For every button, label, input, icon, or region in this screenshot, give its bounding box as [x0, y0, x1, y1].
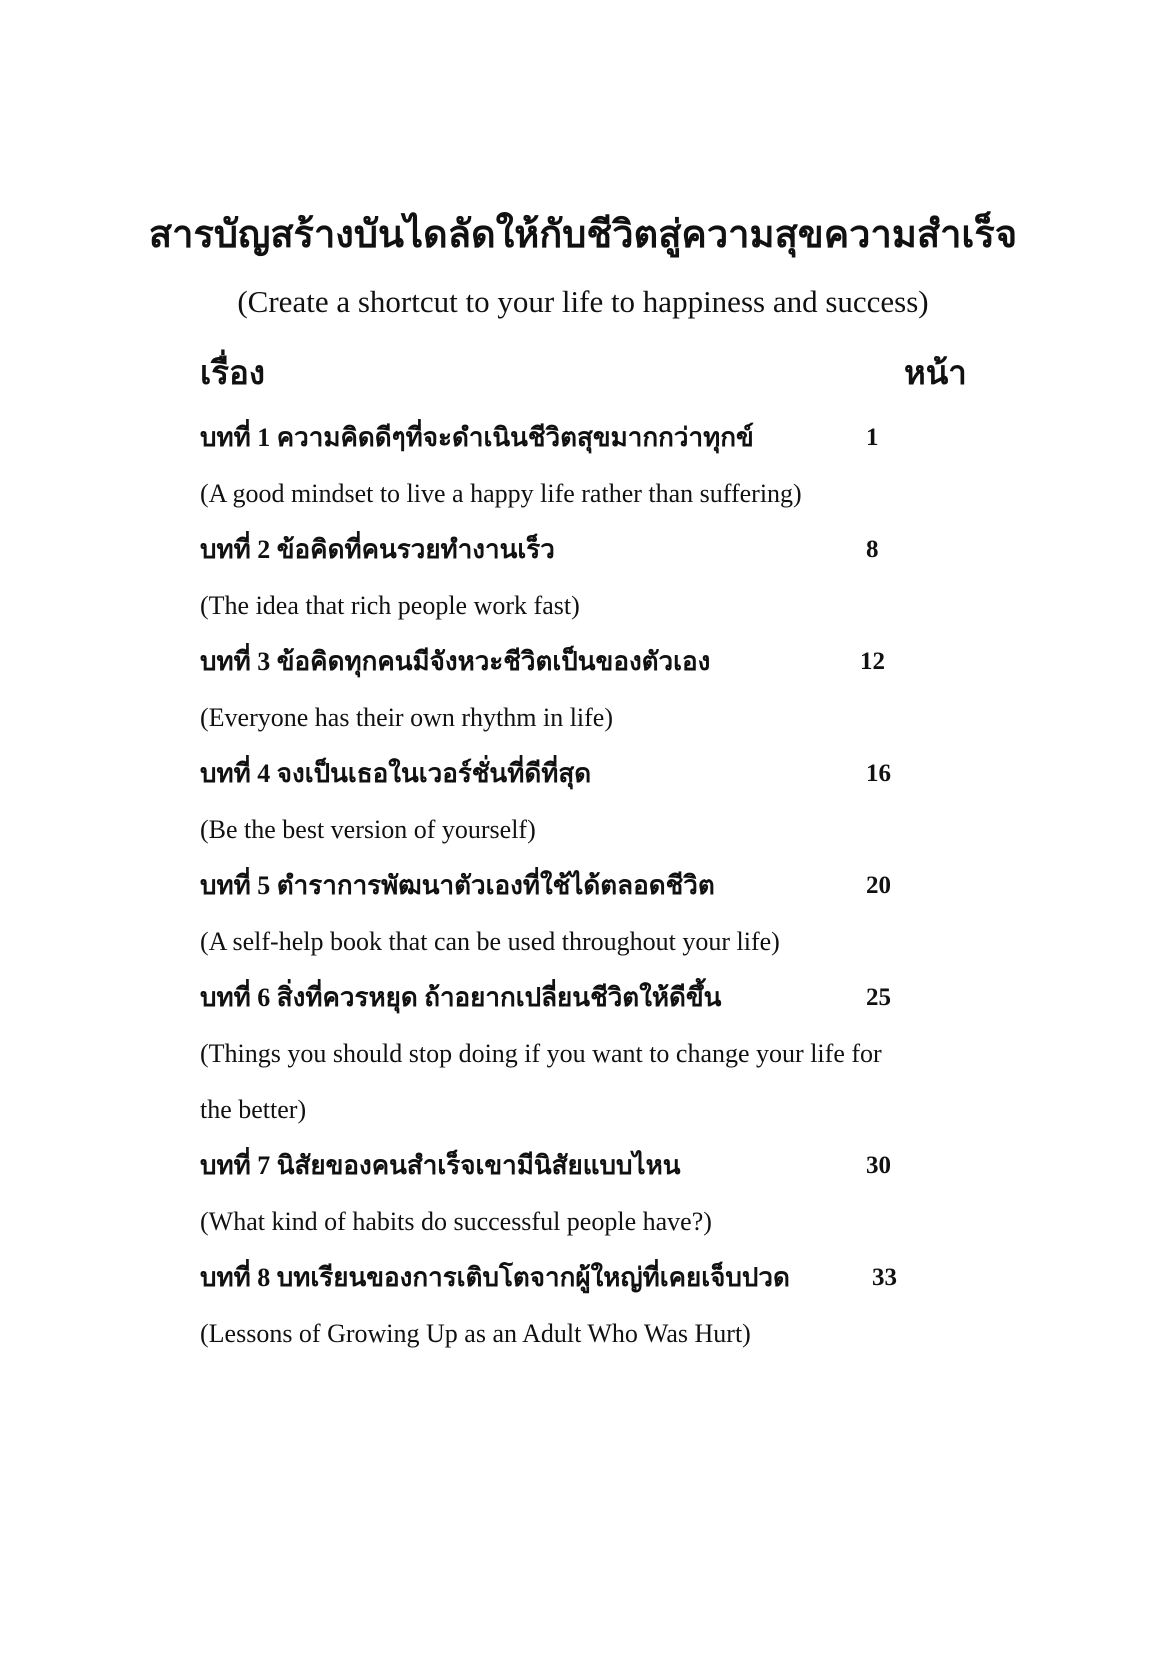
chapter-6-page: 25: [866, 984, 891, 1011]
chapter-2-row: [200, 522, 1000, 578]
chapter-7-row: [200, 1138, 1000, 1194]
chapter-7-title: บทที่ 7 นิสัยของคนสำเร็จเขามีนิสัยแบบไหน: [200, 1151, 681, 1180]
chapter-8-title: บทที่ 8 บทเรียนของการเติบโตจากผู้ใหญ่ที่เคยเจ็บปวด: [200, 1263, 790, 1292]
page-title: สารบัญสร้างบันไดลัดให้กับชีวิตสู่ความสุขความสำเร็จ: [148, 214, 1018, 256]
chapter-7-page: 30: [866, 1152, 891, 1179]
chapter-5-row: [200, 858, 1000, 914]
chapter-1-page: 1: [866, 424, 879, 451]
chapter-8-english: (Lessons of Growing Up as an Adult Who Was Hurt): [200, 1319, 751, 1348]
chapter-6-row: [200, 970, 1000, 1026]
table-of-contents: [200, 410, 1000, 1362]
chapter-8-page: 33: [872, 1264, 897, 1291]
chapter-7-english: (What kind of habits do successful people have?): [200, 1207, 712, 1236]
chapter-6-english: (Things you should stop doing if you want to change your life for the better): [200, 1039, 882, 1124]
chapter-4-english: (Be the best version of yourself): [200, 815, 536, 844]
chapter-2-english: (The idea that rich people work fast): [200, 591, 580, 620]
page-column-header: หน้า: [904, 356, 967, 392]
chapter-1-english: (A good mindset to live a happy life rather than suffering): [200, 479, 802, 508]
chapter-3-title: บทที่ 3 ข้อคิดทุกคนมีจังหวะชีวิตเป็นของตัวเอง: [200, 647, 711, 676]
topic-column-header: เรื่อง: [200, 356, 265, 392]
chapter-4-page: 16: [866, 760, 891, 787]
chapter-5-page: 20: [866, 872, 891, 899]
chapter-5-title: บทที่ 5 ตำราการพัฒนาตัวเองที่ใช้ได้ตลอดชีวิต: [200, 871, 715, 900]
chapter-2-page: 8: [866, 536, 879, 563]
page-subtitle: (Create a shortcut to your life to happiness and success): [237, 284, 929, 319]
chapter-1-row: [200, 410, 1000, 466]
chapter-8-row: [200, 1250, 1000, 1306]
chapter-4-title: บทที่ 4 จงเป็นเธอในเวอร์ชั่นที่ดีที่สุด: [200, 759, 592, 788]
chapter-1-title: บทที่ 1 ความคิดดีๆที่จะดำเนินชีวิตสุขมากกว่าทุกข์: [200, 423, 754, 452]
chapter-3-english: (Everyone has their own rhythm in life): [200, 703, 613, 732]
chapter-3-page: 12: [860, 648, 885, 675]
chapter-3-row: [200, 634, 1000, 690]
chapter-6-title: บทที่ 6 สิ่งที่ควรหยุด ถ้าอยากเปลี่ยนชีวิตให้ดีขึ้น: [200, 983, 722, 1012]
chapter-2-title: บทที่ 2 ข้อคิดที่คนรวยทำงานเร็ว: [200, 535, 555, 564]
chapter-4-row: [200, 746, 1000, 802]
chapter-5-english: (A self-help book that can be used throughout your life): [200, 927, 780, 956]
